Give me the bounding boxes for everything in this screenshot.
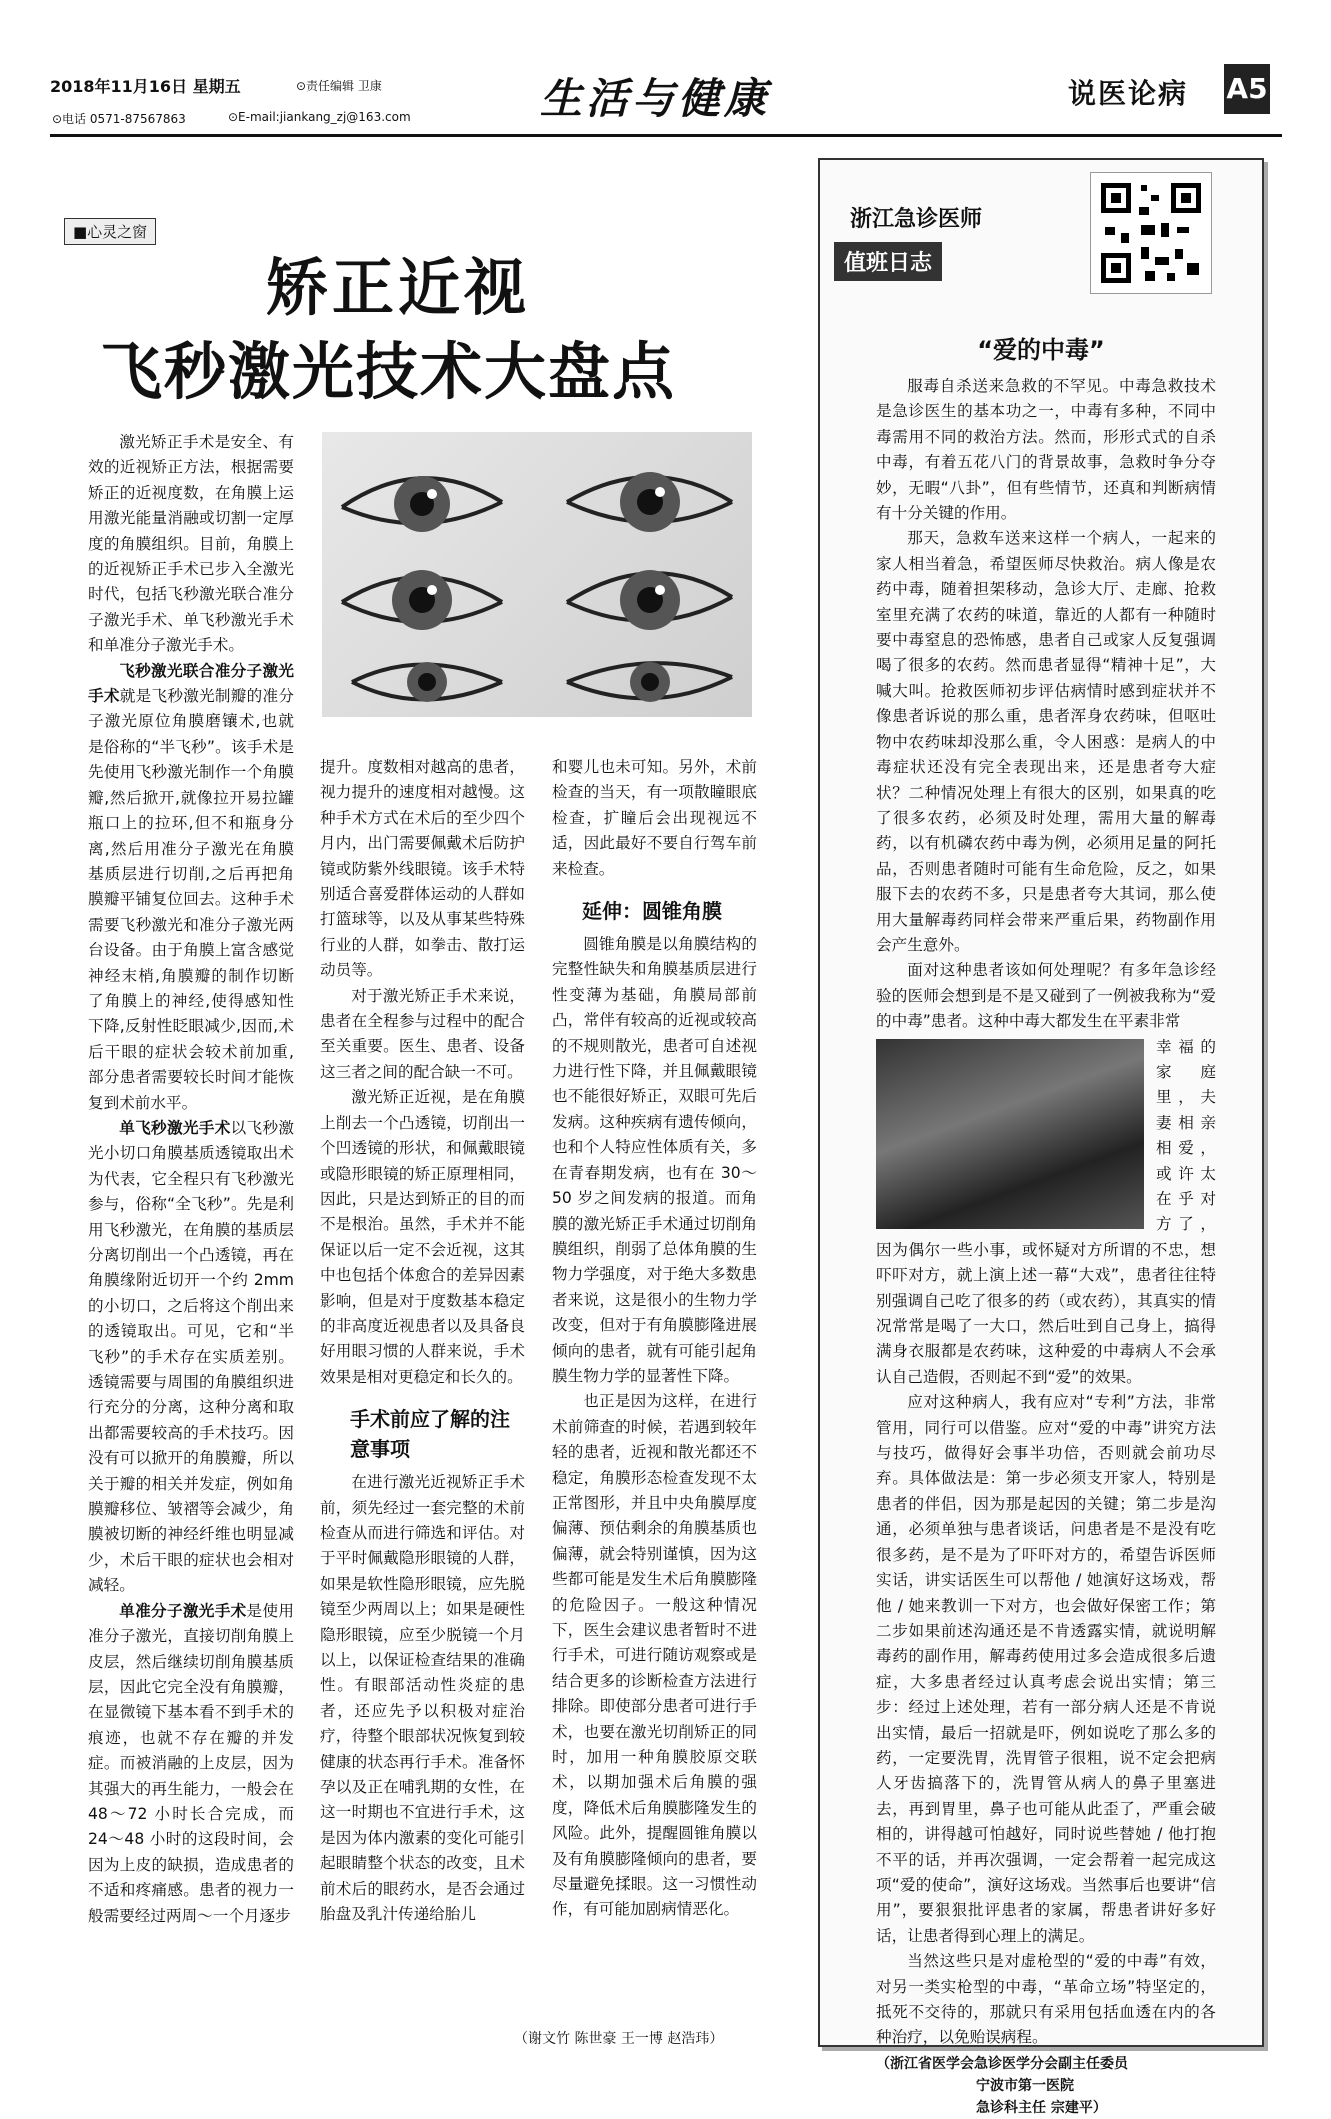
sidebar-s1: 服毒自杀送来急救的不罕见。中毒急救技术是急诊医生的基本功之一，中毒有多种，不同中毒需用不同的救治方法。然而，形形式式的自杀中毒，有着五花八门的背景故事，急救时争分夺妙，无暇“八卦”，但有些情节，还真和判断病情有十分关键的作用。: [876, 377, 1216, 523]
eyes-svg: [322, 432, 752, 717]
header-rule: [50, 134, 1282, 137]
article-p2: [88, 1116, 294, 1599]
header-email: ⊙E-mail:jiankang_zj@163.com: [228, 110, 411, 124]
article-column-2: [320, 755, 525, 1927]
article-byline: （谢文竹 陈世豪 王一博 赵浩玮）: [514, 2031, 724, 2047]
p1-text: 就是飞秒激光制瓣的准分子激光原位角膜磨镶术,也就是俗称的“半飞秒”。该手术是先使用飞秒激光制作一个角膜瓣,然后掀开,就像拉开易拉罐瓶口上的拉环,但不和瓶身分离,然后用准分子激光在角膜基质层进行切削,之后再把角膜瓣平铺复位回去。这种手术需要飞秒激光和准分子激光两台设备。由于角膜上富含感觉神经末梢,角膜瓣的制作切断了角膜上的神经,使得感知性下降,反射性眨眼减少,因而,术后干眼的症状会较术前加重,部分患者需要较长时间才能恢复到术前水平。: [88, 687, 294, 1112]
surgery-photo: [876, 1039, 1144, 1229]
page-code: A5: [1224, 64, 1270, 114]
col2-c: 激光矫正近视，是在角膜上削去一个凸透镜，切削出一个凹透镜的形状，和佩戴眼镜或隐形眼镜的矫正原理相同，因此，只是达到矫正的目的而不是根治。虽然，手术并不能保证以后一定不会近视，这其中也包括个体愈合的差异因素影响，但是对于度数基本稳定的非高度近视患者以及具备良好用眼习惯的人群来说，手术效果是相对更稳定和长久的。: [320, 1088, 525, 1386]
header-phone: ⊙电话 0571-87567863: [52, 112, 186, 126]
p1-lead: 飞秒激光联合准分子激光手术: [88, 661, 294, 706]
col2-b: 对于激光矫正手术来说，患者在全程参与过程中的配合至关重要。医生、患者、设备这三者之间的配合缺一不可。: [320, 986, 525, 1081]
col3-c: 也正是因为这样，在进行术前筛查的时候，若遇到较年轻的患者，近视和散光都还不稳定，角膜形态检查发现不太正常图形，并且中央角膜厚度偏薄、预估剩余的角膜基质也偏薄，就会特别谨慎，因为这些都可能是发生术后角膜膨隆的危险因子。一般这种情况下，医生会建议患者暂时不进行手术，可进行随访观察或是结合更多的诊断检查方法进行排除。即使部分患者可进行手术，也要在激光切削矫正的同时，加用一种角膜胶原交联术，以期加强术后角膜的强度，降低术后角膜膨隆发生的风险。此外，提醒圆锥角膜以及有角膜膨隆倾向的患者，要尽量避免揉眼。这一习惯性动作，有可能加剧病情恶化。: [552, 1392, 757, 1919]
sidebar-panel: [818, 158, 1264, 2116]
sidebar-s3a: 面对这种患者该如何处理呢？有多年急诊经验的医师会想到是不是又碰到了一例被我称为“爱的中毒”患者。这种中毒大都发生在平素非常: [876, 961, 1216, 1031]
eyes-illustration: [322, 432, 752, 717]
article-p3: [88, 1599, 294, 1929]
qr-code: [1090, 172, 1212, 294]
p3-text: 是使用准分子激光，直接切削角膜上皮层，然后继续切削角膜基质层，因此它完全没有角膜瓣，在显微镜下基本看不到手术的痕迹，也就不存在瓣的并发症。而被消融的上皮层，因为其强大的再生能力，一般会在 48～72 小时长合完成，而 24～48 小时的这段时间，会因为上皮的缺损，造成患者的不适和疼痛感。患者的视力一般需要经过两周～一个月逐步: [88, 1601, 294, 1925]
sidebar-s3b: 幸福的家庭里，夫妻相亲相爱，或许太在乎对方了，因为偶尔一些小事，或怀疑对方所谓的不忠，想吓吓对方，就上演上述一幕“大戏”，患者往往特别强调自己吃了很多的药（或农药），其真实的情况常常是喝了一大口，然后吐到自己身上，搞得满身衣服都是农药味，这种爱的中毒病人不会承认自己造假，否则起不到“爱”的效果。: [876, 1037, 1216, 1386]
column-tag: ■心灵之窗: [64, 218, 156, 245]
sidebar-brand: 浙江急诊医师: [850, 207, 983, 232]
sidebar-title: “爱的中毒”: [977, 336, 1105, 364]
credit-line3: 急诊科主任 宗建平）: [976, 2099, 1107, 2116]
page-header: [50, 60, 1282, 130]
sidebar-s5: 当然这些只是对虚枪型的“爱的中毒”有效，对另一类实枪型的中毒，“革命立场”特坚定的，抵死不交待的，那就只有采用包括血透在内的各种治疗，以免贻误病程。: [876, 1952, 1216, 2047]
qr-code-svg: [1091, 173, 1211, 293]
subhead-ext: 延伸：圆锥角膜: [582, 899, 722, 924]
section-name: 说医论病: [1068, 77, 1189, 110]
subhead-prep: 手术前应了解的注意事项: [350, 1407, 510, 1462]
masthead-logo: 生活与健康: [540, 74, 771, 123]
article-title-line1: 矫正近视: [266, 251, 531, 324]
article-column-1: [88, 430, 294, 1929]
header-date: 2018年11月16日 星期五: [50, 77, 241, 96]
col3-a: 和婴儿也未可知。另外，术前检查的当天，有一项散瞳眼底检查，扩瞳后会出现视远不适，因此最好不要自行驾车前来检查。: [552, 758, 757, 878]
p2-lead: 单飞秒激光手术: [119, 1118, 231, 1137]
article-intro: 激光矫正手术是安全、有效的近视矫正方法，根据需要矫正的近视度数，在角膜上运用激光能量消融或切割一定厚度的角膜组织。目前，角膜上的近视矫正手术已步入全激光时代，包括飞秒激光联合准分子激光手术、单飞秒激光手术和单准分子激光手术。: [88, 433, 294, 655]
p3-lead: 单准分子激光手术: [119, 1601, 247, 1620]
header-editor: ⊙责任编辑 卫康: [296, 79, 382, 93]
article-column-3: [552, 755, 757, 1923]
p2-text: 以飞秒激光小切口角膜基质透镜取出术为代表，它全程只有飞秒激光参与，俗称“全飞秒”。先是利用飞秒激光，在角膜的基质层分离切削出一个凸透镜，再在角膜缘附近切开一个约 2mm 的小切口，之后将这个削出来的透镜取出。可见，它和“半飞秒”的手术存在实质差别。透镜需要与周围的角膜组织进行充分的分离，这种分离和取出都需要较高的手术技巧。因没有可以掀开的角膜瓣，所以关于瓣的相关并发症，例如角膜瓣移位、皱褶等会减少，角膜被切断的神经纤维也明显减少，术后干眼的症状也会相对减轻。: [88, 1118, 294, 1595]
col2-a: 提升。度数相对越高的患者，视力提升的速度相对越慢。这种手术方式在术后的至少四个月内，出门需要佩戴术后防护镜或防紫外线眼镜。该手术特别适合喜爱群体运动的人群如打篮球等，以及从事某些特殊行业的人群，如拳击、散打运动员等。: [320, 758, 525, 980]
sidebar-s2: 那天，急救车送来这样一个病人，一起来的家人相当着急，希望医师尽快救治。病人像是农药中毒，随着担架移动，急诊大厅、走廊、抢救室里充满了农药的味道，靠近的人都有一种随时要中毒窒息的恐怖感，患者自己或家人反复强调喝了很多的农药。然而患者显得“精神十足”，大喊大叫。抢救医师初步评估病情时感到症状并不像患者诉说的那么重，患者浑身农药味，但呕吐物中农药味却没那么重，令人困惑：是病人的中毒症状还没有完全表现出来，还是患者夸大症状？二种情况处理上有很大的区别，如果真的吃了很多农药，必须及时处理，需用大量的解毒药，以有机磷农药中毒为例，必须用足量的阿托品，否则患者随时可能有生命危险，反之，如果服下去的农药不多，只是患者夸大其词，那么使用大量解毒药同样会带来严重后果，药物副作用会产生意外。: [876, 529, 1216, 954]
col3-b: 圆锥角膜是以角膜结构的完整性缺失和角膜基质层进行性变薄为基础，角膜局部前凸，常伴有较高的近视或较高的不规则散光，患者可自述视力进行性下降，并且佩戴眼镜也不能很好矫正，双眼可先后发病。这种疾病有遗传倾向，也和个人特应性体质有关，多在青春期发病，也有在 30～50 岁之间发病的报道。而角膜的激光矫正手术通过切削角膜组织，削弱了总体角膜的生物力学强度，对于绝大多数患者来说，这是很小的生物力学改变，但对于有角膜膨隆进展倾向的患者，就有可能引起角膜生物力学的显著性下降。: [552, 935, 757, 1385]
sidebar-credit: [876, 2053, 1216, 2119]
col2-d: 在进行激光近视矫正手术前，须先经过一套完整的术前检查从而进行筛选和评估。对于平时佩戴隐形眼镜的人群，如果是软性隐形眼镜，应先脱镜至少两周以上；如果是硬性隐形眼镜，应至少脱镜一个月以上，以保证检查结果的准确性。有眼部活动性炎症的患者，还应先予以积极对症治疗，待整个眼部状况恢复到较健康的状态再行手术。准备怀孕以及正在哺乳期的女性，在这一时期也不宜进行手术，这是因为体内激素的变化可能引起眼睛整个状态的改变，且术前术后的眼药水，是否会通过胎盘及乳汁传递给胎儿: [320, 1473, 525, 1924]
sidebar-wrap: [876, 1035, 1216, 1391]
sidebar-s4: 应对这种病人，我有应对“专利”方法，非常管用，同行可以借鉴。应对“爱的中毒”讲究方法与技巧，做得好会事半功倍，否则就会前功尽弃。具体做法是：第一步必须支开家人，特别是患者的伴侣，因为那是起因的关键；第二步是沟通，必须单独与患者谈话，问患者是不是没有吃很多药，是不是为了吓吓对方的，希望告诉医师实话，讲实话医生可以帮他 / 她演好这场戏，帮他 / 她来教训一下对方，也会做好保密工作；第二步如果前述沟通还是不肯透露实情，就说明解毒药的副作用，解毒药使用过多会造成很多后遗症，大多患者经过认真考虑会说出实情；第三步：经过上述处理，若有一部分病人还是不肯说出实情，最后一招就是吓，例如说吃了那么多的药，一定要洗胃，洗胃管子很粗，说不定会把病人牙齿搞落下的，洗胃管从病人的鼻子里塞进去，再到胃里，鼻子也可能从此歪了，严重会破相的，讲得越可怕越好，同时说些替她 / 他打抱不平的话，并再次强调，一定会帮着一起完成这项“爱的使命”，演好这场戏。当然事后也要讲“信用”，要狠狠批评患者的家属，帮患者讲好多好话，让患者得到心理上的满足。: [876, 1393, 1216, 1945]
sidebar-body: [876, 374, 1216, 2119]
sidebar-column-tag: 值班日志: [834, 242, 942, 281]
article-title-line2: 飞秒激光技术大盘点: [100, 335, 677, 408]
credit-line2: 宁波市第一医院: [976, 2077, 1074, 2094]
article-p1: [88, 659, 294, 1116]
credit-line1: （浙江省医学会急诊医学分会副主任委员: [876, 2055, 1128, 2072]
